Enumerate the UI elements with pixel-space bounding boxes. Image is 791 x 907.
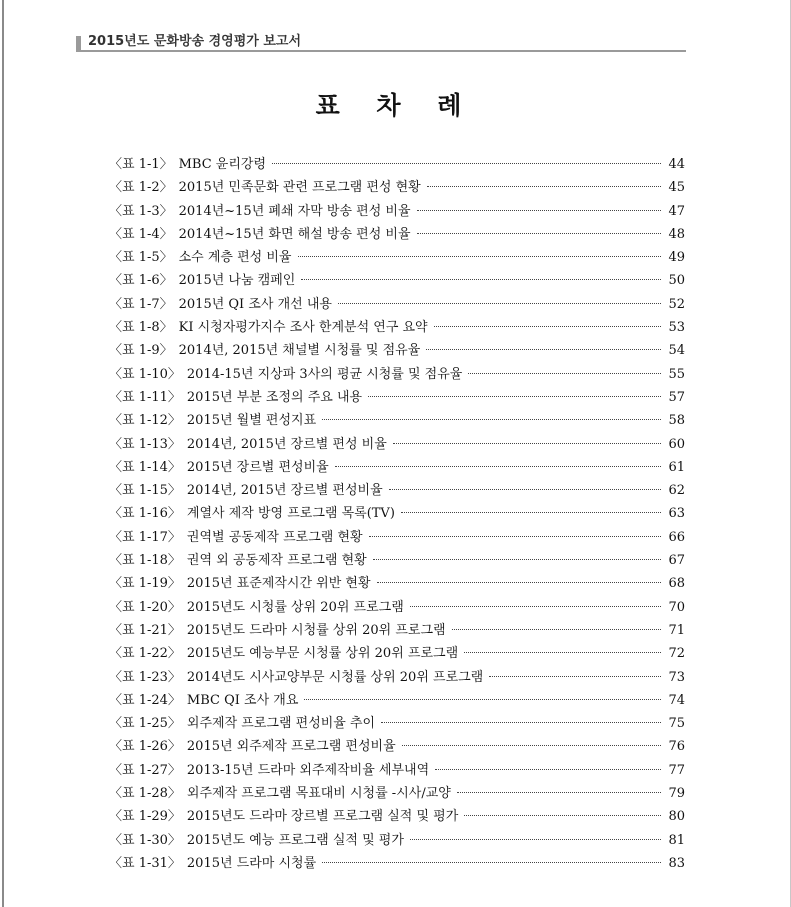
toc-table-number: 〈표 1-7〉	[109, 296, 173, 312]
toc-page-number: 66	[668, 529, 685, 545]
dot-leader	[464, 815, 661, 816]
dot-leader	[434, 326, 661, 327]
dot-leader	[464, 652, 661, 653]
toc-page-number: 79	[668, 786, 685, 802]
toc-page-number: 81	[668, 832, 685, 848]
toc-page-number: 76	[668, 739, 685, 755]
toc-entry[interactable]	[109, 479, 685, 502]
toc-entry[interactable]	[109, 829, 685, 852]
toc-table-title: 2015년도 시청률 상위 20위 프로그램	[186, 599, 404, 615]
toc-table-number: 〈표 1-5〉	[109, 250, 173, 266]
toc-table-number: 〈표 1-4〉	[109, 226, 173, 242]
toc-page-number: 80	[668, 809, 685, 825]
toc-entry[interactable]	[109, 502, 685, 525]
toc-table-title: 2015년 QI 조사 개선 내용	[178, 296, 332, 312]
toc-entry[interactable]	[109, 782, 685, 805]
toc-entry[interactable]	[109, 619, 685, 642]
toc-page-number: 73	[668, 669, 685, 685]
running-header: 2015년도 문화방송 경영평가 보고서	[88, 34, 302, 49]
toc-page-number: 52	[668, 296, 685, 312]
toc-entry[interactable]	[109, 223, 685, 246]
toc-entry[interactable]	[109, 269, 685, 292]
toc-entry[interactable]	[109, 363, 685, 386]
toc-table-number: 〈표 1-31〉	[109, 855, 181, 871]
toc-page-number: 49	[668, 250, 685, 266]
dot-leader	[468, 373, 661, 374]
toc-table-number: 〈표 1-2〉	[109, 180, 173, 196]
toc-entry[interactable]	[109, 339, 685, 362]
dot-leader	[377, 582, 661, 583]
dot-leader	[338, 303, 661, 304]
toc-table-title: 2014년도 시사교양부문 시청률 상위 20위 프로그램	[186, 669, 484, 685]
toc-entry[interactable]	[109, 712, 685, 735]
toc-table-title: 권역 외 공동제작 프로그램 현황	[186, 553, 367, 569]
dot-leader	[401, 512, 661, 513]
toc-table-title: 소수 계층 편성 비율	[178, 250, 292, 266]
toc-page-number: 58	[668, 413, 685, 429]
toc-table-number: 〈표 1-24〉	[109, 692, 181, 708]
toc-table-number: 〈표 1-25〉	[109, 716, 181, 732]
toc-table-number: 〈표 1-30〉	[109, 832, 181, 848]
toc-page-number: 71	[668, 622, 685, 638]
toc-entry[interactable]	[109, 666, 685, 689]
toc-entry[interactable]	[109, 316, 685, 339]
toc-table-title: 2015년 장르별 편성비율	[186, 459, 329, 475]
toc-page-number: 77	[668, 762, 685, 778]
dot-leader	[298, 256, 662, 257]
dot-leader	[457, 792, 661, 793]
dot-leader	[410, 606, 661, 607]
toc-table-title: 2015년 나눔 캠페인	[178, 273, 296, 289]
toc-page-number: 55	[668, 366, 685, 382]
toc-table-title: 외주제작 프로그램 목표대비 시청률 -시사/교양	[186, 786, 451, 802]
toc-page-number: 70	[668, 599, 685, 615]
toc-table-title: 2014년, 2015년 채널별 시청률 및 점유율	[178, 343, 421, 359]
toc-table-title: 2015년 민족문화 관련 프로그램 편성 현황	[178, 180, 421, 196]
toc-page-number: 62	[668, 483, 685, 499]
toc-page-number: 44	[668, 157, 685, 172]
toc-entry[interactable]	[109, 572, 685, 595]
toc-table-number: 〈표 1-11〉	[109, 389, 181, 405]
dot-leader	[272, 163, 661, 164]
table-of-tables	[109, 153, 685, 875]
dot-leader	[402, 745, 661, 746]
dot-leader	[373, 559, 661, 560]
dot-leader	[322, 419, 661, 420]
toc-table-title: MBC 윤리강령	[178, 157, 267, 172]
toc-page-number: 68	[668, 576, 685, 592]
dot-leader	[452, 629, 661, 630]
toc-table-title: 2014-15년 지상파 3사의 평균 시청률 및 점유율	[186, 366, 463, 382]
toc-entry[interactable]	[109, 293, 685, 316]
dot-leader	[426, 349, 661, 350]
page-left-border	[2, 0, 4, 907]
header-marker	[76, 36, 81, 50]
toc-table-number: 〈표 1-26〉	[109, 739, 181, 755]
toc-entry[interactable]	[109, 549, 685, 572]
toc-entry[interactable]	[109, 735, 685, 758]
toc-table-title: 2013-15년 드라마 외주제작비율 세부내역	[186, 762, 430, 778]
toc-table-title: 계열사 제작 방영 프로그램 목록(TV)	[186, 506, 395, 522]
toc-page-number: 75	[668, 716, 685, 732]
toc-page-number: 54	[668, 343, 685, 359]
toc-entry[interactable]	[109, 689, 685, 712]
toc-table-number: 〈표 1-10〉	[109, 366, 181, 382]
toc-table-number: 〈표 1-19〉	[109, 576, 181, 592]
toc-table-title: 2014년~15년 화면 해설 방송 편성 비율	[178, 226, 411, 242]
toc-entry[interactable]	[109, 456, 685, 479]
toc-page-number: 50	[668, 273, 685, 289]
dot-leader	[427, 186, 661, 187]
toc-page-number: 47	[668, 203, 685, 219]
toc-table-title: 2015년 드라마 시청률	[186, 855, 317, 871]
page-title: 표 차 례	[315, 91, 476, 120]
toc-table-title: MBC QI 조사 개요	[186, 692, 299, 708]
toc-table-number: 〈표 1-1〉	[109, 157, 173, 172]
toc-table-number: 〈표 1-13〉	[109, 436, 181, 452]
toc-table-number: 〈표 1-18〉	[109, 553, 181, 569]
toc-table-number: 〈표 1-28〉	[109, 786, 181, 802]
toc-entry[interactable]	[109, 386, 685, 409]
dot-leader	[335, 466, 661, 467]
toc-page-number: 83	[668, 855, 685, 871]
toc-entry[interactable]	[109, 176, 685, 199]
toc-page-number: 53	[668, 320, 685, 336]
toc-table-number: 〈표 1-9〉	[109, 343, 173, 359]
toc-table-title: 2015년 표준제작시간 위반 현황	[186, 576, 371, 592]
toc-page-number: 61	[668, 459, 685, 475]
toc-page-number: 60	[668, 436, 685, 452]
toc-entry[interactable]	[109, 852, 685, 875]
dot-leader	[301, 279, 661, 280]
toc-entry[interactable]	[109, 433, 685, 456]
dot-leader	[389, 489, 661, 490]
toc-entry[interactable]	[109, 759, 685, 782]
toc-table-number: 〈표 1-20〉	[109, 599, 181, 615]
toc-entry[interactable]	[109, 200, 685, 223]
toc-table-title: 2015년 부분 조정의 주요 내용	[186, 389, 363, 405]
dot-leader	[410, 839, 661, 840]
toc-table-title: 2015년 외주제작 프로그램 편성비율	[186, 739, 396, 755]
toc-entry[interactable]	[109, 246, 685, 269]
toc-table-number: 〈표 1-27〉	[109, 762, 181, 778]
toc-table-title: 2014년~15년 폐쇄 자막 방송 편성 비율	[178, 203, 411, 219]
toc-table-number: 〈표 1-23〉	[109, 669, 181, 685]
toc-table-title: 2014년, 2015년 장르별 편성비율	[186, 483, 383, 499]
toc-table-number: 〈표 1-3〉	[109, 203, 173, 219]
toc-page-number: 57	[668, 389, 685, 405]
toc-table-title: 2015년 월별 편성지표	[186, 413, 317, 429]
toc-table-number: 〈표 1-29〉	[109, 809, 181, 825]
toc-table-number: 〈표 1-17〉	[109, 529, 181, 545]
toc-page-number: 63	[668, 506, 685, 522]
dot-leader	[304, 699, 661, 700]
toc-page-number: 72	[668, 646, 685, 662]
toc-page-number: 74	[668, 692, 685, 708]
dot-leader	[393, 443, 661, 444]
toc-entry[interactable]	[109, 526, 685, 549]
dot-leader	[368, 396, 661, 397]
toc-table-title: KI 시청자평가지수 조사 한계분석 연구 요약	[178, 320, 428, 336]
dot-leader	[435, 769, 661, 770]
dot-leader	[322, 862, 661, 863]
toc-page-number: 67	[668, 553, 685, 569]
toc-table-number: 〈표 1-22〉	[109, 646, 181, 662]
toc-entry[interactable]	[109, 642, 685, 665]
toc-entry[interactable]	[109, 805, 685, 828]
toc-entry[interactable]	[109, 409, 685, 432]
toc-table-title: 2015년도 드라마 장르별 프로그램 실적 및 평가	[186, 809, 459, 825]
toc-table-number: 〈표 1-12〉	[109, 413, 181, 429]
toc-table-number: 〈표 1-16〉	[109, 506, 181, 522]
dot-leader	[489, 676, 661, 677]
toc-table-number: 〈표 1-6〉	[109, 273, 173, 289]
toc-table-title: 2014년, 2015년 장르별 편성 비율	[186, 436, 387, 452]
toc-table-number: 〈표 1-14〉	[109, 459, 181, 475]
toc-entry[interactable]	[109, 153, 685, 176]
toc-table-number: 〈표 1-8〉	[109, 320, 173, 336]
toc-table-title: 2015년도 예능 프로그램 실적 및 평가	[186, 832, 404, 848]
dot-leader	[417, 233, 661, 234]
toc-table-title: 외주제작 프로그램 편성비율 추이	[186, 716, 376, 732]
dot-leader	[417, 210, 661, 211]
dot-leader	[381, 722, 661, 723]
toc-page-number: 45	[668, 180, 685, 196]
toc-table-number: 〈표 1-21〉	[109, 622, 181, 638]
toc-table-number: 〈표 1-15〉	[109, 483, 181, 499]
dot-leader	[369, 536, 661, 537]
toc-table-title: 권역별 공동제작 프로그램 현황	[186, 529, 363, 545]
toc-table-title: 2015년도 예능부문 시청률 상위 20위 프로그램	[186, 646, 459, 662]
toc-entry[interactable]	[109, 596, 685, 619]
toc-page-number: 48	[668, 226, 685, 242]
toc-table-title: 2015년도 드라마 시청률 상위 20위 프로그램	[186, 622, 446, 638]
